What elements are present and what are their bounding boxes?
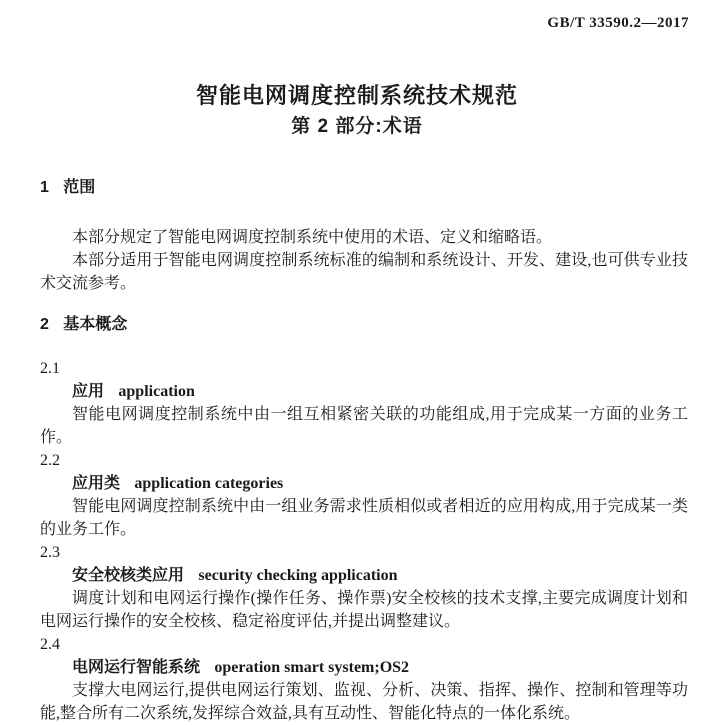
section-1-title: 范围: [63, 179, 96, 197]
document-title: 智能电网调度控制系统技术规范: [195, 83, 518, 108]
document-body: [40, 179, 688, 725]
section-2-heading: [40, 316, 688, 333]
term-name-zh: 安全校核类应用: [72, 567, 185, 585]
term-number: 2.4: [40, 636, 60, 654]
term-name-zh: 电网运行智能系统: [72, 659, 201, 677]
term-name-zh: 应用: [72, 383, 105, 401]
term-heading: [40, 472, 688, 495]
term-name-en: operation smart system;OS2: [214, 659, 410, 677]
section-2-number: 2: [40, 316, 49, 334]
term-name-en: security checking application: [198, 567, 398, 585]
section-1-paragraph: 本部分适用于智能电网调度控制系统标准的编制和系统设计、开发、建设,也可供专业技术交流参考。: [40, 252, 688, 293]
term-entry: [40, 449, 688, 541]
term-number: 2.1: [40, 360, 60, 378]
term-name-en: application: [118, 383, 195, 401]
standard-number: GB/T 33590.2—2017: [547, 15, 689, 31]
term-definition: 调度计划和电网运行操作(操作任务、操作票)安全校核的技术支撑,主要完成调度计划和电网运行操作的安全校核、稳定裕度评估,并提出调整建议。: [40, 590, 688, 631]
term-definition: 支撑大电网运行,提供电网运行策划、监视、分析、决策、指挥、操作、控制和管理等功能,整合所有二次系统,发挥综合效益,具有互动性、智能化特点的一体化系统。: [40, 682, 688, 723]
section-1-paragraph: 本部分规定了智能电网调度控制系统中使用的术语、定义和缩略语。: [72, 229, 553, 247]
term-number: 2.2: [40, 452, 60, 470]
section-1-number: 1: [40, 179, 49, 197]
section-2-title: 基本概念: [63, 316, 128, 334]
term-name-en: application categories: [134, 475, 284, 493]
term-heading: [40, 380, 688, 403]
term-entry: [40, 633, 688, 725]
term-definition: 智能电网调度控制系统中由一组互相紧密关联的功能组成,用于完成某一方面的业务工作。: [40, 406, 688, 447]
document-subtitle: 第 2 部分:术语: [291, 116, 423, 138]
term-entry: [40, 357, 688, 449]
term-number: 2.3: [40, 544, 60, 562]
term-heading: [40, 564, 688, 587]
term-entry: [40, 541, 688, 633]
section-1-heading: [40, 179, 688, 196]
term-definition: 智能电网调度控制系统中由一组业务需求性质相似或者相近的应用构成,用于完成某一类的业务工作。: [40, 498, 688, 539]
term-heading: [40, 656, 688, 679]
term-name-zh: 应用类: [72, 475, 121, 493]
